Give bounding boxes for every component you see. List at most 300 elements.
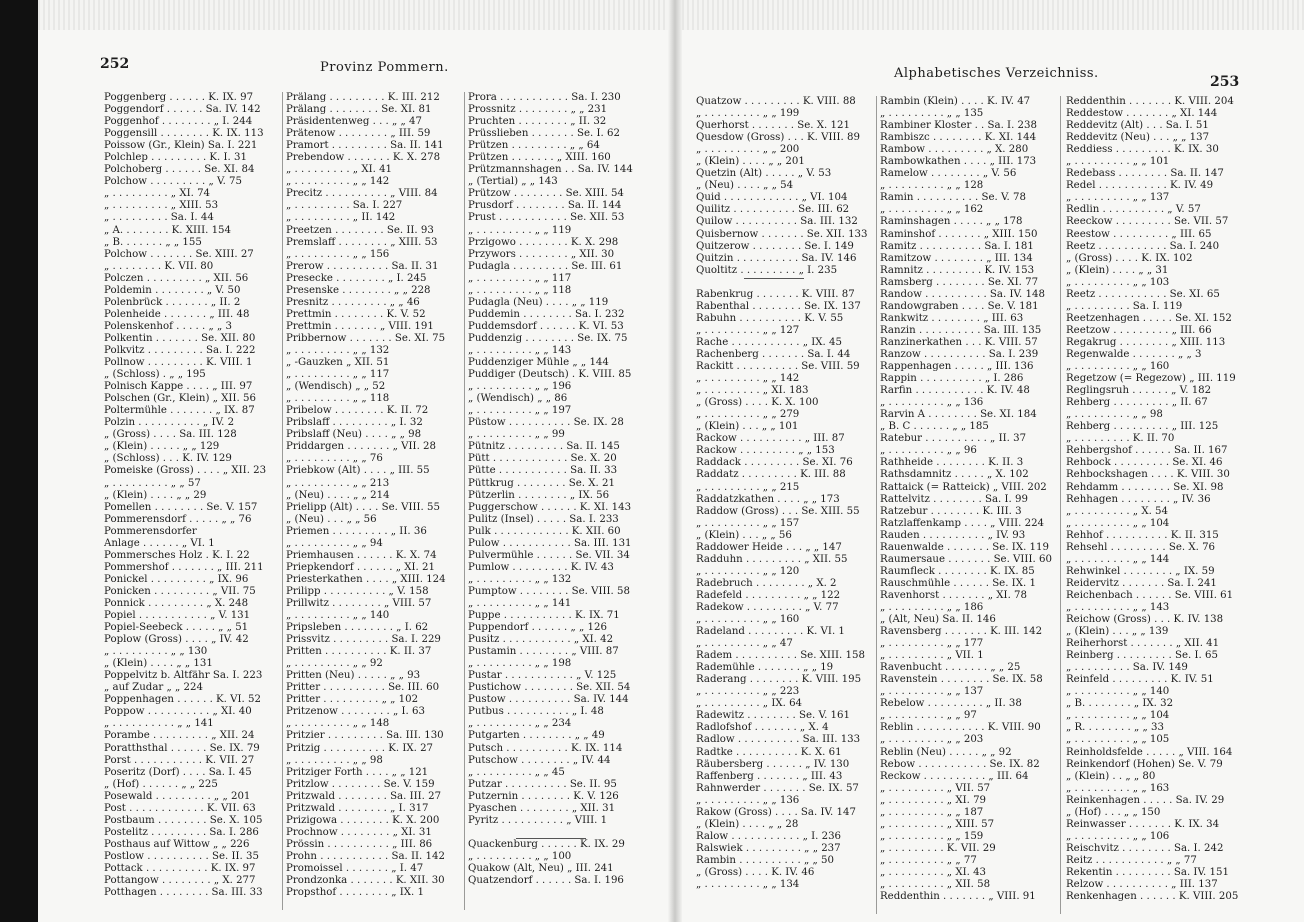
index-entry: Reidervitz . . . . . . . Sa. I. 241 [1066, 577, 1217, 589]
index-entry: Pulvermühle . . . . . . Se. VII. 34 [468, 549, 630, 561]
index-entry: „ (Klein) . . . . „ „ 131 [104, 658, 213, 670]
index-entry: Pommerensdorf . . . . . „ „ 76 [104, 513, 252, 525]
index-entry: „ . . . . . . . . . „ „ 96 [880, 445, 977, 457]
index-entry: Quatzow . . . . . . . . . K. VIII. 88 [696, 96, 856, 107]
index-entry: „ . . . . . . . . . „ „ 99 [468, 429, 565, 441]
index-entry: Poissow (Gr., Klein) Sa. I. 221 [104, 140, 258, 152]
index-entry: Reddenthin . . . . . . . „ VIII. 91 [880, 891, 1036, 903]
index-entry: „ . . . . . . . . . K. VII. 29 [880, 842, 996, 854]
index-entry: Raddatzkathen . . . . „ „ 173 [696, 493, 840, 505]
index-entry: „ . . . . . . . . . „ „ 196 [468, 381, 572, 393]
index-entry: „ . . . . . . . . . „ „ 136 [696, 794, 800, 806]
index-entry: „ (Wendisch) „ „ 52 [286, 381, 386, 393]
column-divider [876, 96, 877, 914]
index-entry: Putzar . . . . . . . . . . Se. II. 95 [468, 778, 617, 790]
index-entry: Reinwasser . . . . . . . K. IX. 34 [1066, 818, 1220, 830]
index-entry: Prössin . . . . . . . . . . „ III. 86 [286, 838, 433, 850]
index-entry: Putbus . . . . . . . . . . „ I. 48 [468, 706, 604, 718]
index-entry: Ranzinerkathen . . . K. VIII. 57 [880, 336, 1038, 348]
index-entry: „ . . . . . . . . . „ „ 119 [468, 224, 572, 236]
index-entry: Puggerschow . . . . . . K. XI. 143 [468, 501, 632, 513]
index-entry: Poggenhof . . . . . . . . „ I. 244 [104, 116, 253, 128]
index-entry: Priesterkathen . . . . „ XIII. 124 [286, 573, 446, 585]
index-entry: Pützerlin . . . . . . . . „ IX. 56 [468, 489, 610, 501]
index-entry: Anlage . . . . . . „ VI. 1 [104, 537, 215, 549]
index-entry: „ (Klein) . . . „ „ 101 [696, 421, 799, 433]
index-entry: Poppenhagen . . . . . . K. VI. 52 [104, 694, 261, 706]
index-entry: Przywors . . . . . . . . „ XII. 30 [468, 248, 615, 260]
index-entry: „ . . . . . . . . . „ XII. 58 [880, 879, 991, 891]
index-entry: Ravenstein . . . . . . . . Se. IX. 58 [880, 674, 1043, 686]
index-entry: „ . . . . . . . . . „ „ 234 [468, 718, 572, 730]
index-entry: Rehbock . . . . . . . . . Se. XI. 46 [1066, 457, 1223, 469]
index-entry: Prälang . . . . . . . . Se. XI. 81 [286, 104, 432, 116]
page-title: Provinz Pommern. [320, 60, 449, 75]
index-column-1 [104, 92, 280, 899]
index-entry: „ . . . . . . . . K. VII. 80 [104, 260, 214, 272]
index-entry: „ . . . . . . . . . „ „ 215 [696, 481, 800, 493]
index-entry: Rappenhagen . . . . . „ III. 136 [880, 361, 1034, 373]
index-entry: Rabenkrug . . . . . . . K. VIII. 87 [696, 288, 855, 300]
index-entry: Rehdamm . . . . . . . . Se. XI. 98 [1066, 481, 1224, 493]
index-entry: „ . . . . . . . . . „ „ 117 [286, 369, 390, 381]
index-entry: Pripsleben . . . . . . . . „ I. 62 [286, 622, 429, 634]
index-column-6 [1066, 96, 1246, 903]
index-entry: Pustamin . . . . . . . . „ VIII. 87 [468, 646, 619, 658]
index-column-3 [468, 92, 646, 887]
index-entry: „ . . . . . . . . . „ „ 187 [880, 806, 984, 818]
index-entry: Putschow . . . . . . . . „ IV. 44 [468, 754, 611, 766]
index-entry: Raderang . . . . . . . . K. VIII. 195 [696, 674, 862, 686]
index-entry: Prust . . . . . . . . . . . Se. XII. 53 [468, 212, 625, 224]
index-entry: Pyaschen . . . . . . . . „ XII. 31 [468, 802, 616, 814]
index-entry: „ . . . . . . . . . „ „ 97 [880, 710, 977, 722]
index-entry: Radefeld . . . . . . . . . „ „ 122 [696, 589, 841, 601]
index-entry: Postelitz . . . . . . . . . Sa. I. 286 [104, 826, 259, 838]
index-entry: „ . . . . . . . . . „ „ 186 [880, 601, 984, 613]
index-entry: Prettmin . . . . . . . . K. V. 52 [286, 308, 426, 320]
index-entry: Ranzin . . . . . . . . . . Sa. III. 135 [880, 324, 1042, 336]
index-entry: „ . . . . . . . . . „ „ 130 [104, 646, 208, 658]
index-entry: „ . . . . . . . . . „ XI. 41 [286, 164, 393, 176]
index-entry: „ . . . . . . . . . „ VII. 1 [880, 650, 984, 662]
index-entry: „ auf Zudar „ „ 224 [104, 682, 203, 694]
index-entry: „ . . . . . . . . . „ XI. 183 [696, 385, 809, 397]
index-entry: Reichow (Gross) . . . K. IV. 138 [1066, 614, 1224, 626]
index-entry: „ . . . . . . . . . „ „ 120 [696, 565, 800, 577]
index-entry: „ . . . . . . . . . „ VII. 57 [880, 782, 991, 794]
index-entry: Regakrug . . . . . . . . „ XIII. 113 [1066, 336, 1226, 348]
index-entry: Priemhausen . . . . . . K. X. 74 [286, 549, 437, 561]
index-entry: Reitz . . . . . . . . . . . „ „ 77 [1066, 854, 1197, 866]
index-entry: Rambiner Kloster . . Sa. I. 238 [880, 120, 1038, 132]
index-entry: Post . . . . . . . . . . . . K. VII. 63 [104, 802, 256, 814]
index-entry: Pütte . . . . . . . . . . . Sa. II. 33 [468, 465, 618, 477]
index-entry: Przigowo . . . . . . . . K. X. 298 [468, 236, 619, 248]
index-entry: „ (Gross) . . . . K. IV. 46 [696, 867, 815, 878]
index-entry: „ . . . . . . . . . „ XI. 43 [880, 867, 987, 878]
index-entry: Rakow (Gross) . . . . Sa. IV. 147 [696, 806, 856, 818]
index-entry: Pritzig . . . . . . . . . . K. IX. 27 [286, 742, 434, 754]
index-entry: Propsthof . . . . . . . . „ IX. 1 [286, 887, 424, 899]
page-number: 253 [1210, 74, 1240, 90]
index-entry: Rackow . . . . . . . . . . „ III. 87 [696, 433, 845, 445]
index-entry: Quisbernow . . . . . . . Se. XII. 133 [696, 228, 868, 240]
index-entry: „ . . . . . . . . . „ „ 118 [286, 393, 390, 405]
index-entry: Radtke . . . . . . . . . . K. X. 61 [696, 746, 842, 758]
index-entry: Poggensill . . . . . . . . K. IX. 113 [104, 128, 264, 140]
index-entry: „ . . . . . . . . . „ „ 136 [880, 397, 984, 409]
index-entry: Pritten . . . . . . . . . . K. II. 37 [286, 646, 432, 658]
index-entry: Ravenhorst . . . . . . . „ XI. 78 [880, 589, 1028, 601]
index-entry: „ . . . . . . . . . „ „ 141 [468, 597, 572, 609]
index-entry: „ (Klein) . . . . „ „ 31 [1066, 264, 1169, 276]
index-entry: Redebass . . . . . . . . Sa. II. 147 [1066, 168, 1224, 180]
index-entry: Rambow . . . . . . . . . „ X. 280 [880, 144, 1029, 156]
index-entry: „ . . . . . . . . . „ „ 157 [696, 517, 800, 529]
index-entry: „ . . . . . . . . . Sa. I. 119 [1066, 300, 1183, 312]
index-entry: „ . . . . . . . . . „ „ 160 [1066, 361, 1170, 373]
index-entry: „ . . . . . . . . . „ „ 137 [1066, 192, 1170, 204]
index-entry: Rehberg . . . . . . . . . „ III. 125 [1066, 421, 1219, 433]
index-entry: Rambowkathen . . . . „ III. 173 [880, 156, 1037, 168]
index-column-5 [880, 96, 1056, 903]
index-entry: „ (Neu) . . . . „ „ 54 [696, 180, 794, 192]
index-entry: „ . . . . . . . . . „ „ 117 [468, 272, 572, 284]
scan-noise [38, 0, 668, 30]
index-entry: Pulow . . . . . . . . . . . Sa. III. 131 [468, 537, 632, 549]
index-entry: Reeckow . . . . . . . . . Se. VII. 57 [1066, 216, 1229, 228]
index-entry: „ . . . . . . . . . „ „ 199 [696, 108, 800, 120]
index-entry: „ (Klein) . . „ „ 80 [1066, 770, 1156, 782]
index-entry: Pommershof . . . . . . . „ III. 211 [104, 561, 264, 573]
index-entry: Ramitz . . . . . . . . . . Sa. I. 181 [880, 240, 1034, 252]
index-entry: Ponnick . . . . . . . . . „ X. 248 [104, 597, 249, 609]
index-entry: Quesdow (Gross) . . . K. VIII. 89 [696, 132, 860, 144]
index-entry: Reischvitz . . . . . . . . Sa. I. 242 [1066, 842, 1224, 854]
index-entry: Polczen . . . . . . . . . „ XII. 56 [104, 272, 249, 284]
index-entry: Rattaick (= Ratteick) „ VIII. 202 [880, 481, 1047, 493]
index-entry: „ . . . . . . . . . „ „ 163 [1066, 782, 1170, 794]
index-entry: „ . . . . . . . . . „ „ 198 [468, 658, 572, 670]
index-entry: „ . . . . . . . . . „ II. 142 [286, 212, 396, 224]
index-entry: Rademühle . . . . . . . „ „ 19 [696, 662, 834, 674]
index-entry: „ . . . . . . . . . „ „ 98 [1066, 409, 1163, 421]
index-entry: „ . . . . . . . . . „ „ 106 [1066, 830, 1170, 842]
index-entry: Reinberg . . . . . . . . . Se. I. 65 [1066, 650, 1218, 662]
index-entry: Pritter . . . . . . . . . „ „ 102 [286, 694, 419, 706]
index-entry: „ . . . . . . . . . „ „ 92 [286, 658, 383, 670]
index-entry: Pollnow . . . . . . . . . K. VIII. 1 [104, 357, 253, 369]
index-entry: Rambiszc . . . . . . . . K. XI. 144 [880, 132, 1037, 144]
index-entry: Prohn . . . . . . . . . . . Sa. II. 142 [286, 850, 445, 862]
index-entry: Rachenberg . . . . . . . Sa. I. 44 [696, 348, 851, 360]
index-entry: Prora . . . . . . . . . . . Sa. I. 230 [468, 92, 621, 103]
index-entry: Prochnow . . . . . . . . „ XI. 31 [286, 826, 432, 838]
index-column-4 [696, 96, 872, 891]
index-entry: „ (Schloss) . „ „ 195 [104, 369, 206, 381]
index-entry: Reinkenhagen . . . . . Sa. IV. 29 [1066, 794, 1225, 806]
index-entry: „ . . . . . . . . . „ „ 77 [880, 854, 977, 866]
index-entry: Pottangow . . . . . . . . „ X. 277 [104, 875, 256, 887]
index-entry: Ramsberg . . . . . . . . Se. XI. 77 [880, 276, 1039, 288]
page-number: 252 [100, 56, 130, 72]
index-entry: Randowgraben . . . . Se. V. 181 [880, 300, 1039, 312]
index-entry: Pütnitz . . . . . . . . . Sa. II. 145 [468, 441, 620, 453]
index-entry: „ . . . . . . . . . „ „ 137 [880, 686, 984, 698]
index-entry: „ . . . . . . . . . . „ „ 141 [104, 718, 214, 730]
index-entry: Preetzen . . . . . . . . Se. II. 93 [286, 224, 434, 236]
index-entry: Polchow . . . . . . . . . „ V. 75 [104, 176, 243, 188]
index-entry: Premslaff . . . . . . . . „ XIII. 53 [286, 236, 438, 248]
index-entry: Reblin (Neu) . . . . . „ „ 92 [880, 746, 1012, 758]
index-entry: Regenwalde . . . . . . . „ „ 3 [1066, 348, 1202, 360]
index-entry: „ (Gross) . . . . K. IX. 102 [1066, 252, 1193, 264]
index-entry: Radebruch . . . . . . . . „ X. 2 [696, 577, 837, 589]
index-entry: Reblin . . . . . . . . . . . K. VIII. 90 [880, 722, 1041, 734]
index-entry: „ . . . . . . . . . „ „ 98 [286, 754, 383, 766]
index-entry: Raddack . . . . . . . . . Se. XI. 76 [696, 457, 853, 469]
index-entry: Rabuhn . . . . . . . . . . K. V. 55 [696, 312, 844, 324]
index-entry: Ravenbucht . . . . . . . „ „ 25 [880, 662, 1021, 674]
index-entry: Pyritz . . . . . . . . . . „ VIII. 1 [468, 814, 608, 826]
index-entry: Poppelvitz b. Altfähr Sa. I. 223 [104, 670, 263, 682]
index-entry: Raddower Heide . . . „ „ 147 [696, 541, 842, 553]
index-entry: Ramin . . . . . . . . . . Se. V. 78 [880, 192, 1026, 204]
index-entry: Rackow . . . . . . . . . „ „ 153 [696, 445, 835, 457]
page-title: Alphabetisches Verzeichniss. [894, 66, 1099, 81]
index-entry: Priebkow (Alt) . . . . „ III. 55 [286, 465, 430, 477]
index-entry: Pustar . . . . . . . . . . . „ V. 125 [468, 670, 617, 682]
index-entry: „ . . . . . . . . . „ „ 100 [468, 850, 572, 862]
index-entry: „ . . . . . . . . . „ „ 159 [880, 830, 984, 842]
index-entry: Raminshof . . . . . . . „ XIII. 150 [880, 228, 1038, 240]
index-entry: Pumlow . . . . . . . . . K. IV. 43 [468, 561, 614, 573]
index-entry: Prützow . . . . . . . . Se. XIII. 54 [468, 188, 624, 200]
index-entry: Polnisch Kappe . . . . „ III. 97 [104, 381, 253, 393]
index-entry: Poldemin . . . . . . . . „ V. 50 [104, 284, 241, 296]
index-entry: „ (Schloss) . . . K. IV. 129 [104, 453, 232, 465]
index-entry: Quitzerow . . . . . . . . Se. I. 149 [696, 240, 854, 252]
index-entry: Puddemsdorf . . . . . . K. VI. 53 [468, 320, 624, 332]
section-separator [516, 838, 586, 839]
scan-noise [682, 0, 1304, 30]
index-entry: Rehhof . . . . . . . . . . K. II. 315 [1066, 529, 1219, 541]
index-entry: „ . . . . . . . . . „ „ 127 [696, 324, 800, 336]
index-entry: Radlow . . . . . . . . . . Sa. III. 133 [696, 734, 861, 746]
column-divider [464, 92, 465, 910]
index-entry: Pribslaff . . . . . . . . . „ I. 32 [286, 417, 423, 429]
index-entry: Reinkendorf (Hohen) Se. V. 79 [1066, 758, 1223, 770]
index-entry: Ramitzow . . . . . . . . „ III. 134 [880, 252, 1033, 264]
index-entry: „ . . . . . . . . . „ „ 134 [696, 879, 800, 891]
index-entry: Redel . . . . . . . . . . . K. IV. 49 [1066, 180, 1214, 192]
index-entry: Rahnwerder . . . . . . . Se. IX. 57 [696, 782, 859, 794]
index-entry: Priddargen . . . . . . . „ VII. 28 [286, 441, 437, 453]
index-entry: Polkentin . . . . . . . Se. XII. 80 [104, 332, 256, 344]
index-entry: Rabenthal . . . . . . . . Se. IX. 137 [696, 300, 861, 312]
index-entry: Pramort . . . . . . . . . Sa. II. 141 [286, 140, 444, 152]
index-entry: Rambin (Klein) . . . . K. IV. 47 [880, 96, 1031, 107]
index-entry: Prissvitz . . . . . . . . . Sa. I. 229 [286, 634, 441, 646]
index-entry: Polenheide . . . . . . . „ III. 48 [104, 308, 250, 320]
index-entry: Quid . . . . . . . . . . . . „ VI. 104 [696, 192, 848, 204]
index-entry: „ . . . . . . . . . „ „ 135 [880, 108, 984, 120]
index-entry: Prätenow . . . . . . . . „ III. 59 [286, 128, 431, 140]
index-entry: „ . . . . . . . . . Sa. IV. 149 [1066, 662, 1188, 674]
index-entry: Postlow . . . . . . . . . . Se. II. 35 [104, 850, 259, 862]
index-entry: Rauden . . . . . . . . . . „ IV. 93 [880, 529, 1026, 541]
index-entry: Rauenwalde . . . . . . . Se. IX. 119 [880, 541, 1049, 553]
index-entry: Putsch . . . . . . . . . . K. IX. 114 [468, 742, 623, 754]
index-entry: „ . . . . . . . . . „ „ 162 [880, 204, 984, 216]
index-entry: „ . . . . . . . . . „ „ 94 [286, 537, 383, 549]
index-entry: Pritziger Forth . . . . „ „ 121 [286, 766, 429, 778]
index-entry: „ . . . . . . . . . „ „ 105 [1066, 734, 1170, 746]
index-entry: Ravensberg . . . . . . . K. III. 142 [880, 626, 1043, 638]
index-entry: „ . . . . . . . . . „ XI. 74 [104, 188, 211, 200]
index-entry: Reetz . . . . . . . . . . . Se. XI. 65 [1066, 288, 1220, 300]
index-entry: Reetzenhagen . . . . . Se. XI. 152 [1066, 312, 1232, 324]
index-entry: Reddiess . . . . . . . . . K. IX. 30 [1066, 144, 1219, 156]
index-entry: Pritzwald . . . . . . . . „ I. 317 [286, 802, 429, 814]
index-entry: Prebendow . . . . . . . K. X. 278 [286, 152, 441, 164]
index-entry: Renkenhagen . . . . . . K. VIII. 205 [1066, 891, 1239, 903]
index-entry: Pommerensdorfer [104, 525, 197, 537]
index-entry: „ (Neu) . . . . „ „ 214 [286, 489, 390, 501]
index-entry: Prilipp . . . . . . . . . . „ V. 158 [286, 585, 429, 597]
index-entry: Poggendorf . . . . . . Sa. IV. 142 [104, 104, 261, 116]
book-binding-edge [0, 0, 38, 922]
index-entry: Polzin . . . . . . . . . . „ IV. 2 [104, 417, 235, 429]
index-entry: Reestow . . . . . . . . . „ III. 65 [1066, 228, 1212, 240]
index-entry: Pustichow . . . . . . . . Se. XII. 54 [468, 682, 631, 694]
index-entry: Poratthsthal . . . . . . Se. IX. 79 [104, 742, 260, 754]
index-entry: „ . . . . . . . . . „ „ 47 [696, 638, 793, 650]
index-entry: Pruchten . . . . . . . . „ II. 32 [468, 116, 607, 128]
index-entry: Reglingsruh . . . . . . „ V. 182 [1066, 385, 1212, 397]
index-entry: „ . . . . . . . . . „ X. 54 [1066, 505, 1169, 517]
index-entry: Radlofshof . . . . . . . „ X. 4 [696, 722, 829, 734]
index-entry: Ponickel . . . . . . . . . „ IX. 96 [104, 573, 249, 585]
index-entry: Ramnitz . . . . . . . . . K. IV. 153 [880, 264, 1035, 276]
index-entry: Promoissel . . . . . . . „ I. 47 [286, 863, 424, 874]
index-entry: „ . . . . . . . . . „ „ 101 [1066, 156, 1170, 168]
index-entry: „ . . . . . . . . . „ XI. 79 [880, 794, 987, 806]
index-entry: Reckow . . . . . . . . . . „ III. 64 [880, 770, 1029, 782]
index-entry: Prossnitz . . . . . . . . „ „ 231 [468, 104, 608, 116]
index-entry: „ . . . . . . . . . „ „ 142 [696, 373, 800, 385]
index-entry: Ramelow . . . . . . . . „ V. 56 [880, 168, 1017, 180]
index-entry: Polenskenhof . . . . . „ „ 3 [104, 320, 233, 332]
index-entry: Prondzonka . . . . . . . K. XII. 30 [286, 875, 445, 887]
index-entry: Reddevitz (Neu) . . . „ „ 137 [1066, 132, 1210, 144]
index-entry: Reetzow . . . . . . . . . „ III. 66 [1066, 324, 1212, 336]
index-entry: Presenske . . . . . . . . „ „ 228 [286, 284, 431, 296]
index-entry: Randow . . . . . . . . . . Sa. IV. 148 [880, 288, 1045, 300]
index-entry: Quatzendorf . . . . . . Sa. I. 196 [468, 875, 624, 887]
index-entry: Pritten (Neu) . . . . . „ „ 93 [286, 670, 421, 682]
index-entry: Puddenziger Mühle „ „ 144 [468, 357, 609, 369]
index-entry: Raumersaue . . . . . . . Se. VIII. 60 [880, 553, 1052, 565]
index-entry: Pribelow . . . . . . . . K. II. 72 [286, 405, 429, 417]
index-entry: „ (Klein) . . . . . „ „ 129 [104, 441, 220, 453]
index-entry: „ . . . . . . . . . „ „ 143 [1066, 601, 1170, 613]
index-entry: Pritzlow . . . . . . . . Se. V. 159 [286, 778, 435, 790]
column-divider [1060, 96, 1061, 914]
index-entry: Radeland . . . . . . . . . K. VI. 1 [696, 626, 845, 638]
index-entry: Ponicken . . . . . . . . . „ VII. 75 [104, 585, 256, 597]
index-entry: „ R. . . . . . . . „ „ 33 [1066, 722, 1164, 734]
index-entry: „ . . . . . . . . . „ „ 140 [1066, 686, 1170, 698]
index-entry: Pustow . . . . . . . . . . Sa. IV. 144 [468, 694, 629, 706]
index-entry: Ratebur . . . . . . . . . . „ II. 37 [880, 433, 1027, 445]
index-entry: Quakow (Alt, Neu) „ III. 241 [468, 863, 614, 874]
index-entry: Polchoberg . . . . . . Se. XI. 84 [104, 164, 255, 176]
index-entry: Radduhn . . . . . . . . . „ XII. 55 [696, 553, 848, 565]
index-entry: „ . . . . . . . . . K. II. 70 [1066, 433, 1175, 445]
index-entry: „ . . . . . . . . . „ IX. 64 [696, 698, 803, 710]
index-entry: Präsidentenweg . . . „ „ 47 [286, 116, 423, 128]
index-entry: Rehberg . . . . . . . . . „ II. 67 [1066, 397, 1208, 409]
index-entry: Pritzenow . . . . . . . . „ I. 63 [286, 706, 425, 718]
index-entry: „ (Tertial) „ „ 143 [468, 176, 558, 188]
index-entry: Rehhagen . . . . . . . . „ IV. 36 [1066, 493, 1211, 505]
index-entry: Quetzin (Alt) . . . . . „ V. 53 [696, 168, 832, 180]
index-entry: Polschen (Gr., Klein) „ XII. 56 [104, 393, 256, 405]
index-entry: Pomeiske (Gross) . . . . „ XII. 23 [104, 465, 267, 477]
index-entry: Rattelvitz . . . . . . . . Sa. I. 99 [880, 493, 1028, 505]
index-entry: Puppendorf . . . . . . „ „ 126 [468, 622, 607, 634]
index-entry: Raminshagen . . . . . „ „ 178 [880, 216, 1023, 228]
index-entry: „ (Hof) . . . „ „ 150 [1066, 806, 1161, 818]
index-entry: Posewald . . . . . . . . . „ „ 201 [104, 790, 251, 802]
index-entry: Ratzebur . . . . . . . . K. III. 3 [880, 505, 1022, 517]
index-entry: Rankwitz . . . . . . . . „ III. 63 [880, 312, 1024, 324]
index-entry: „ . . . . . . . . . „ „ 203 [880, 734, 984, 746]
index-entry: „ . . . . . . . . . „ „ 103 [1066, 276, 1170, 288]
index-entry: Püstow . . . . . . . . . . Se. IX. 28 [468, 417, 624, 429]
index-entry: Querhorst . . . . . . . Se. X. 121 [696, 120, 850, 132]
index-entry: „ . . . . . . . . . „ „ 148 [286, 718, 390, 730]
index-entry: Radekow . . . . . . . . . „ V. 77 [696, 601, 839, 613]
index-entry: Prälang . . . . . . . . . K. III. 212 [286, 92, 440, 103]
index-entry: „ . . . . . . . . . „ „ 118 [468, 284, 572, 296]
index-entry: Ralswiek . . . . . . . . . „ „ 237 [696, 842, 841, 854]
index-entry: „ . . . . . . . . . „ „ 45 [468, 766, 565, 778]
index-entry: Prielipp (Alt) . . . . Se. VIII. 55 [286, 501, 440, 513]
index-entry: Rackitt . . . . . . . . . . Se. VIII. 59 [696, 361, 860, 373]
index-entry: Presnitz . . . . . . . . . „ „ 46 [286, 296, 420, 308]
index-entry: Prerow . . . . . . . . . . Sa. II. 31 [286, 260, 439, 272]
index-entry: Pritzwald . . . . . . . . Sa. III. 27 [286, 790, 442, 802]
index-entry: Polchow . . . . . . . Se. XIII. 27 [104, 248, 254, 260]
index-entry: „ . . . . . . . . . „ XIII. 57 [880, 818, 995, 830]
index-entry: Pütt . . . . . . . . . . . . Se. X. 20 [468, 453, 617, 465]
index-entry: Quitzin . . . . . . . . . . Sa. IV. 146 [696, 252, 857, 264]
index-entry: „ . . . . . . . . . „ „ 142 [286, 176, 390, 188]
index-entry: Reichenbach . . . . . . Se. VIII. 61 [1066, 589, 1234, 601]
index-entry: Putgarten . . . . . . . . „ „ 49 [468, 730, 605, 742]
index-entry: Poplow (Gross) . . . . „ IV. 42 [104, 634, 249, 646]
index-entry: Ralow . . . . . . . . . . . „ I. 236 [696, 830, 842, 842]
index-entry: Raumfleck . . . . . . . . K. IX. 85 [880, 565, 1035, 577]
index-entry: „ . . . . . . . . . Sa. I. 44 [104, 212, 214, 224]
index-entry: Reinholdsfelde . . . . . „ VIII. 164 [1066, 746, 1233, 758]
index-entry: Postbaum . . . . . . . . Se. X. 105 [104, 814, 263, 826]
index-entry: Rebow . . . . . . . . . . . Se. IX. 82 [880, 758, 1040, 770]
index-entry: Putzernin . . . . . . . . K. V. 126 [468, 790, 619, 802]
